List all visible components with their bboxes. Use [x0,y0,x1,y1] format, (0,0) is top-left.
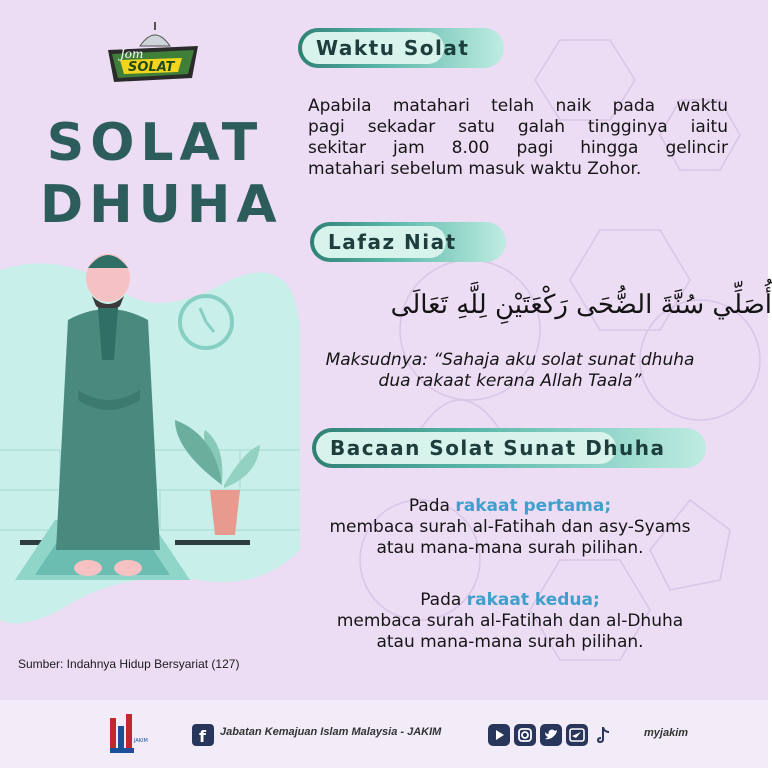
svg-text:f: f [199,727,206,746]
waktu-paragraph [308,96,728,180]
tiktok-icon[interactable] [592,724,614,746]
rakaat-kedua-line-2: membaca surah al-Fatihah dan al-Dhuha [336,611,684,631]
instagram-icon[interactable] [514,724,536,746]
rakaat-kedua-block [290,590,730,653]
title-line-2: DHUHA [40,175,283,235]
meaning-line-1: “Sahaja aku solat sunat dhuha [433,350,695,370]
rakaat-pertama-label: rakaat pertama; [455,496,612,516]
source-citation: Sumber: Indahnya Hidup Bersyariat (127) [18,657,240,671]
rakaat-kedua-line-3: atau mana-mana surah pilihan. [376,632,644,652]
rakaat-pertama-line-3: atau mana-mana surah pilihan. [376,538,644,558]
bacaan-heading-pill [312,428,706,468]
niat-meaning [300,350,720,392]
waktu-line: Apabila matahari telah naik pada waktu [308,96,728,116]
lafaz-heading: Lafaz Niat [328,230,457,254]
meaning-label: Maksudnya: [325,350,428,370]
rakaat-pertama-pre: Pada [408,496,450,516]
niat-arabic-text: أُصَلِّي سُنَّةَ الضُّحَى رَكْعَتَيْنِ لِلَّهِ تَعَالَى [390,290,772,320]
jakim-logo [108,712,148,756]
rakaat-kedua-pre: Pada [420,590,462,610]
youtube-icon[interactable] [488,724,510,746]
rakaat-pertama-block [290,496,730,559]
facebook-icon[interactable] [192,724,214,746]
page-title [40,112,283,236]
social-handle: myjakim [644,727,689,739]
twitter-icon[interactable] [540,724,562,746]
title-line-1: SOLAT [46,113,264,173]
illustration-backdrop [0,250,300,630]
logo-text-solat: SOLAT [128,60,175,75]
logo-text-jom: Jom [120,47,144,61]
jakim-logo-label: JAKIM [134,738,148,744]
rakaat-pertama-line-2: membaca surah al-Fatihah dan asy-Syams [329,517,691,537]
telegram-icon[interactable] [566,724,588,746]
waktu-line: pagi sekadar satu galah tingginya iaitu [308,117,728,137]
lafaz-heading-pill [310,222,506,262]
jom-solat-logo [100,20,210,90]
meaning-line-2: dua rakaat kerana Allah Taala” [378,371,642,391]
rakaat-kedua-label: rakaat kedua; [466,590,600,610]
waktu-heading: Waktu Solat [316,36,470,60]
footer-org-name: Jabatan Kemajuan Islam Malaysia - JAKIM [220,726,442,738]
waktu-heading-pill [298,28,504,68]
bacaan-heading: Bacaan Solat Sunat Dhuha [330,436,666,460]
waktu-line: matahari sebelum masuk waktu Zohor. [308,159,642,179]
waktu-line: sekitar jam 8.00 pagi hingga gelincir [308,138,728,158]
